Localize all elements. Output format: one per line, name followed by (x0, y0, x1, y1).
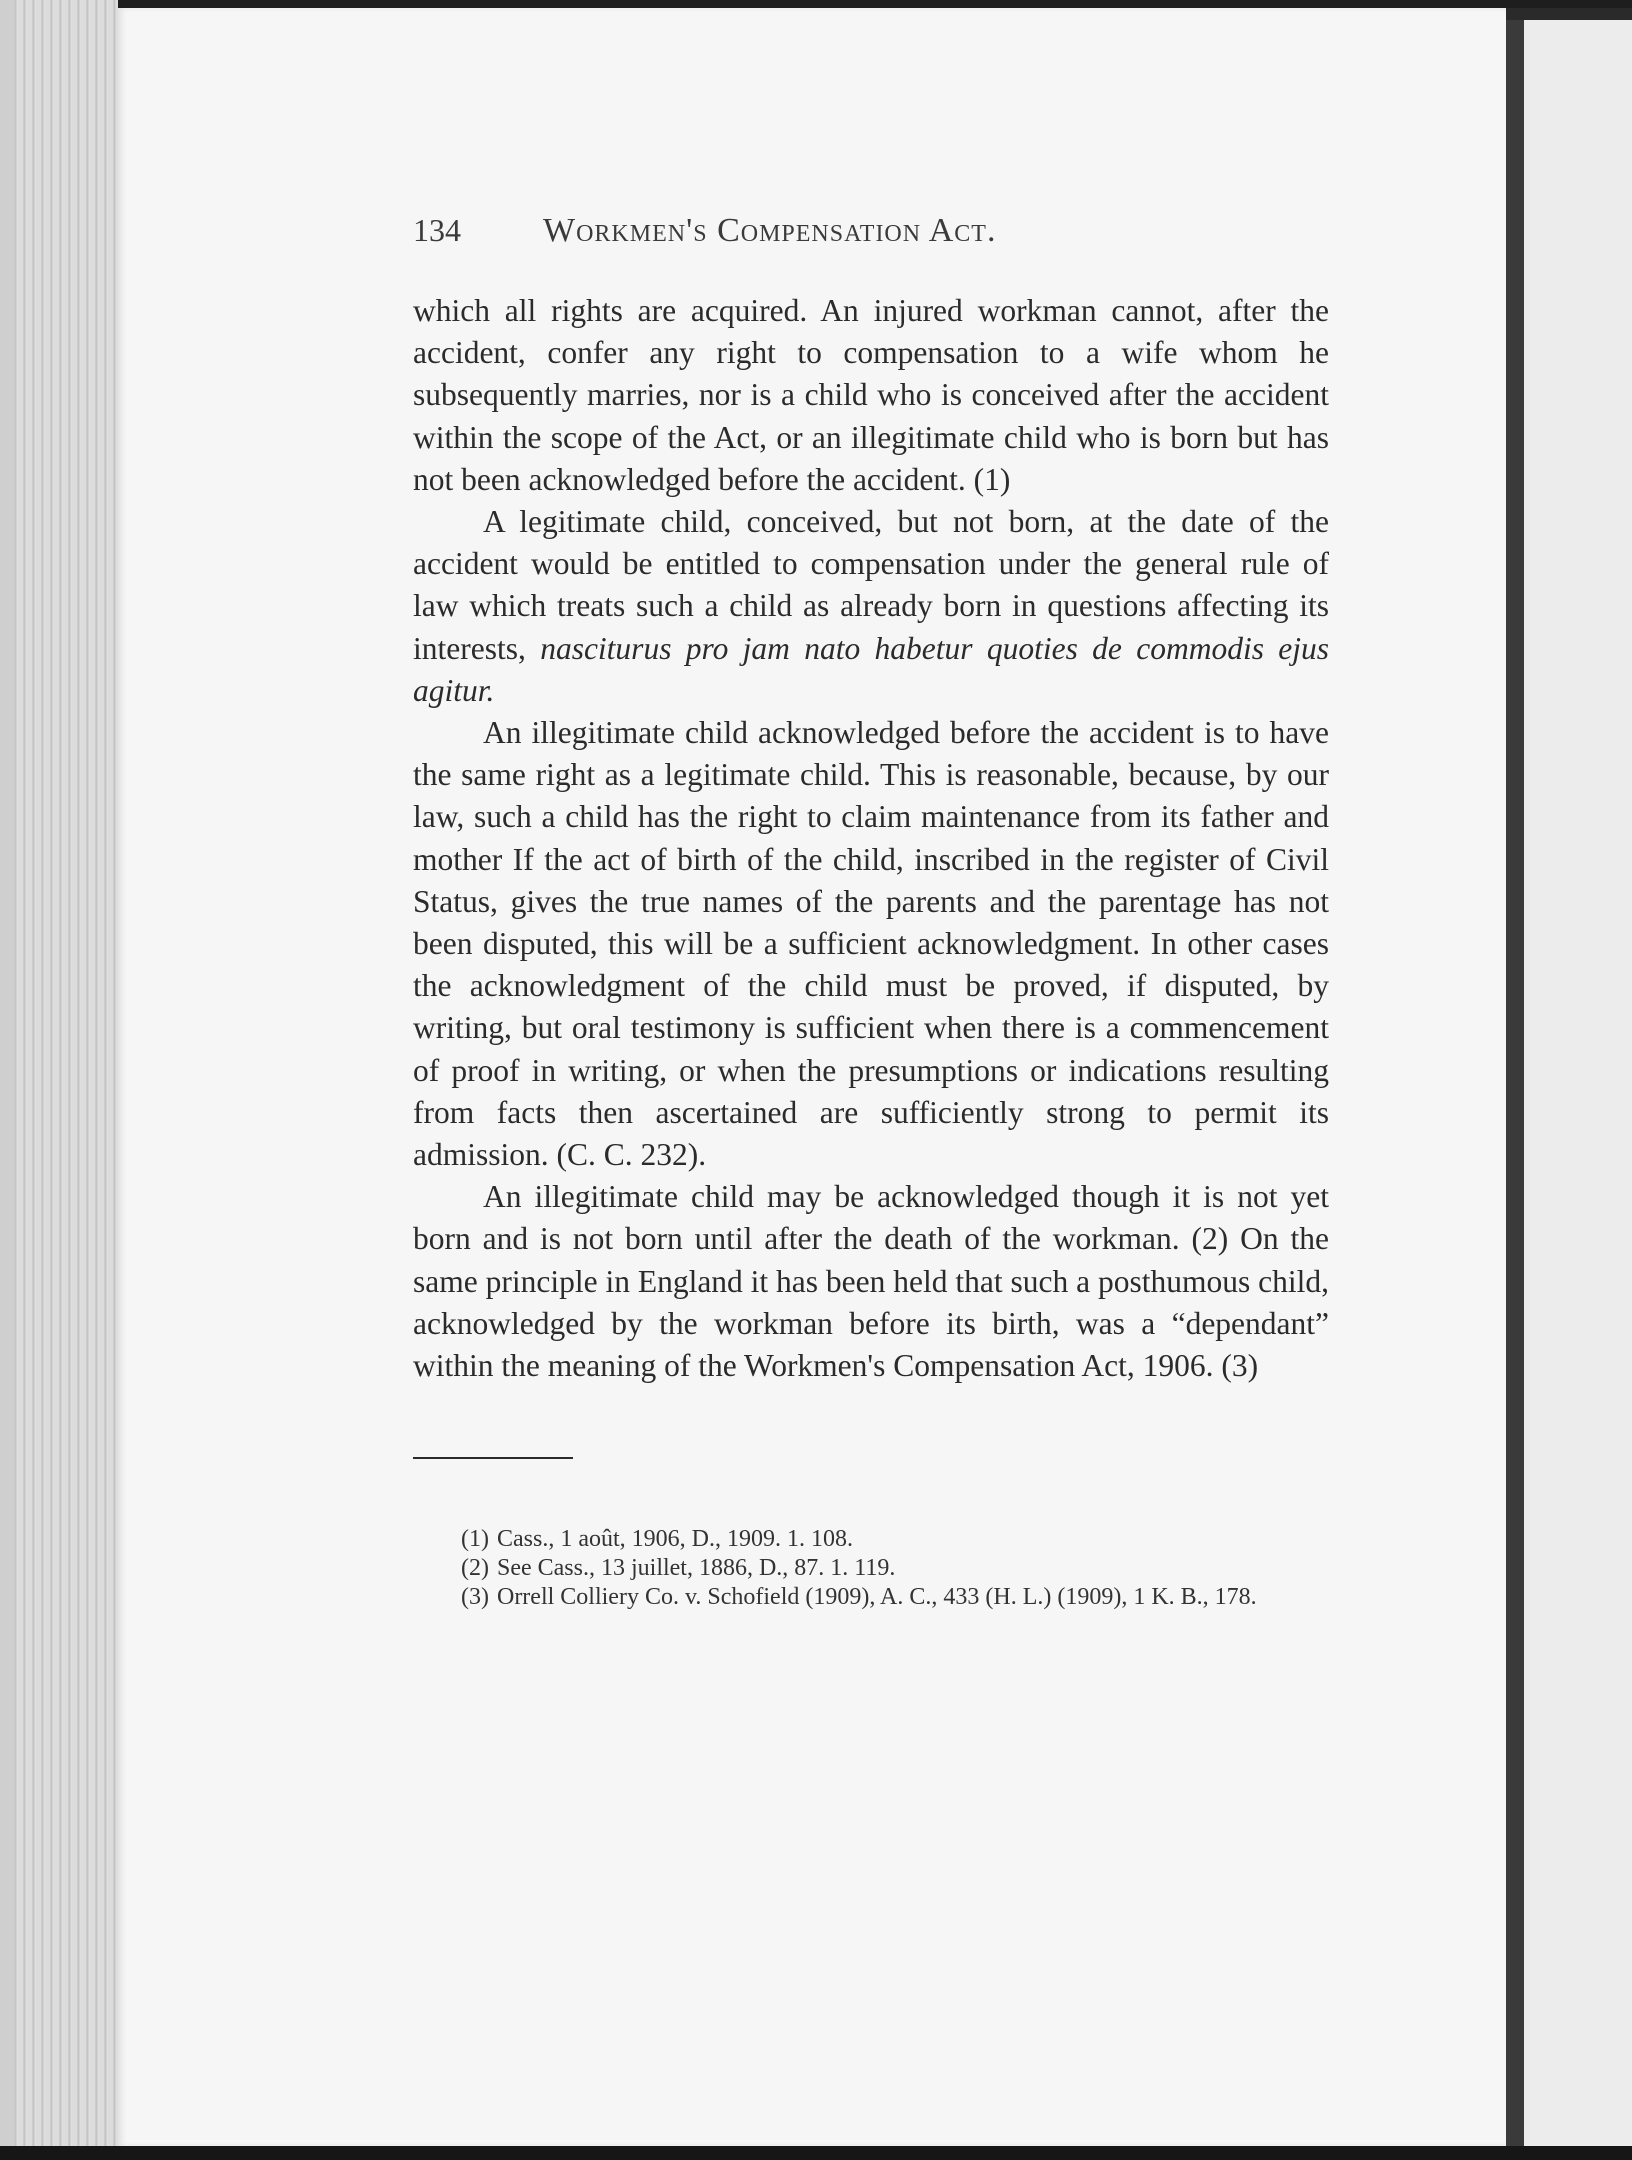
footnote-2 (413, 1554, 1329, 1583)
paragraph-2-text: A legitimate child, conceived, but not born, at the date of the accident would be entitled to compensation under the general rule of law which treats such a child as already born in questions affecting its interests, (413, 504, 1329, 666)
book-page-edges (0, 0, 118, 2160)
paragraph-2 (413, 501, 1329, 712)
scan-top-edge (0, 0, 1632, 8)
footnotes (413, 1525, 1329, 1612)
footnote-3 (413, 1583, 1329, 1612)
paragraph-4: An illegitimate child may be acknowledged though it is not yet born and is not born until after the death of the workman. (2) On the same principle in England it has been held that such a posthumous child, acknowledged by the workman before its birth, was a “dependant” within the meaning of the Workmen's Compensation Act, 1906. (3) (413, 1179, 1329, 1384)
text-block (413, 212, 1329, 1612)
facing-page-edge (1524, 20, 1632, 2146)
footnote-2-mark: (2) (461, 1555, 489, 1582)
running-head (413, 212, 1329, 272)
footnote-1 (413, 1525, 1329, 1554)
body-text (413, 290, 1329, 1387)
page-number: 134 (413, 212, 461, 248)
book-gutter (1506, 20, 1524, 2146)
running-title: Workmen's Compensation Act. (543, 212, 997, 249)
footnote-1-mark: (1) (461, 1526, 489, 1553)
paragraph-3: An illegitimate child acknowledged before the accident is to have the same right as a legitimate child. This is reasonable, because, by our law, such a child has the right to claim maintenance from its father and mother If the act of birth of the child, inscribed in the register of Civil Status, gives the true names of the parents and the parentage has not been disputed, this will be a sufficient acknowledgment. In other cases the acknowledgment of the child must be proved, if disputed, by writing, but oral testimony is sufficient when there is a commencement of proof in writing, or when the presumptions or indications resulting from facts then ascertained are sufficiently strong to permit its admission. (C. C. 232). (413, 715, 1329, 1173)
scan-bottom-edge (0, 2146, 1632, 2160)
paragraph-1: which all rights are acquired. An injured workman cannot, after the accident, confer any right to compensation to a wife whom he subsequently marries, nor is a child who is conceived after the accident within the scope of the Act, or an illegitimate child who is born but has not been acknowledged before the accident. (1) (413, 293, 1329, 497)
footnote-rule (413, 1457, 573, 1459)
latin-maxim: nasciturus pro jam nato habetur quoties de commodis ejus agitur. (413, 630, 1330, 708)
footnote-2-text: See Cass., 13 juillet, 1886, D., 87. 1. 119. (496, 1555, 896, 1582)
footnote-3-text: Orrell Colliery Co. v. Schofield (1909), A. C., 433 (H. L.) (1909), 1 K. B., 178. (496, 1584, 1257, 1611)
footnote-3-mark: (3) (461, 1584, 489, 1611)
footnote-1-text: Cass., 1 août, 1906, D., 1909. 1. 108. (496, 1526, 853, 1553)
